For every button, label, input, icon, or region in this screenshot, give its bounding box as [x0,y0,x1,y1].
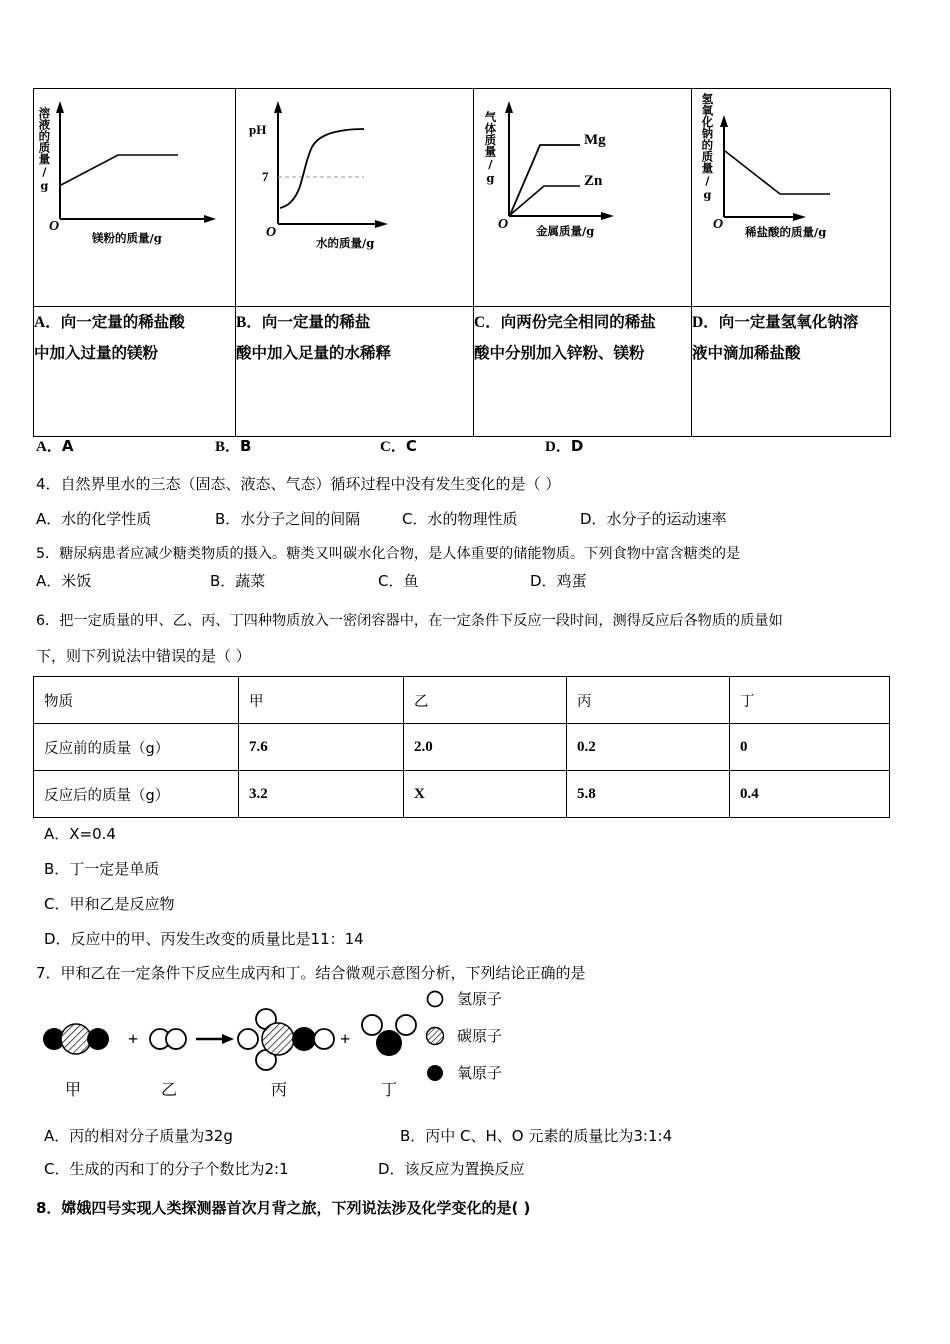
chart-desc-c-letter: C． [474,314,501,331]
row-label-before: 反应前的质量（g） [34,724,239,771]
q3-answer-d-letter: D． [545,439,571,455]
chart-descriptions-row [34,307,891,437]
chart-b-ytick-7: 7 [262,169,269,184]
q5-option-d[interactable]: D．鸡蛋 [530,572,587,590]
cell-before-jia: 7.6 [239,724,404,771]
table-row [34,771,890,818]
chart-desc-c [474,307,692,437]
chart-cell-b [236,89,474,307]
chart-desc-b-line1: 向一定量的稀盐 [261,313,371,331]
q4-stem: 4．自然界里水的三态（固态、液态、气态）循环过程中没有发生变化的是（ ） [36,475,561,493]
molecule-label-ding: 丁 [381,1080,398,1099]
filled-circle-icon [425,1063,445,1083]
chart-b [236,89,473,306]
q7-stem: 7．甲和乙在一定条件下反应生成丙和丁。结合微观示意图分析，下列结论正确的是 [36,964,586,982]
legend-label-carbon: 碳原子 [457,1027,503,1045]
chart-c-origin: O [498,217,509,232]
table-row [34,724,890,771]
table-header-row [34,677,890,724]
cell-after-ding: 0.4 [730,771,890,818]
chart-desc-b-letter: B． [236,314,262,331]
molecule-yi [150,1029,186,1049]
plus-sign-1: + [128,1029,139,1049]
chart-cell-c [474,89,692,307]
q7-option-d[interactable]: D．该反应为置换反应 [378,1160,525,1178]
q3-answer-b[interactable] [215,435,251,456]
q6-data-table [33,676,890,818]
chart-desc-d-line2: 液中滴加稀盐酸 [692,344,801,362]
chart-c-svg [474,89,692,307]
chart-a-xlabel: 镁粉的质量/g [92,231,162,245]
q3-answer-c-letter: C． [380,439,406,455]
chart-c-xlabel: 金属质量/g [536,224,595,238]
hollow-circle-icon [425,989,445,1009]
molecule-svg [38,1003,438,1075]
chart-c-ylabel: 气体质量/g [483,111,498,185]
q3-answer-a-letter: A． [36,439,62,455]
header-substance: 物质 [34,677,239,724]
q3-answer-b-value: B [240,437,252,455]
legend-item-oxygen [425,1062,502,1083]
header-ding: 丁 [730,677,890,724]
q7-option-c[interactable]: C．生成的丙和丁的分子个数比为2:1 [44,1160,289,1178]
legend-label-oxygen: 氧原子 [457,1064,503,1082]
q6-stem-line2: 下，则下列说法中错误的是（ ） [36,647,251,665]
chart-desc-c-line1: 向两份完全相同的稀盐 [500,313,656,331]
molecule-bing [238,1009,334,1070]
chart-a-origin: O [49,219,60,234]
q6-option-d[interactable]: D．反应中的甲、丙发生改变的质量比是11：14 [44,930,364,948]
legend-item-hydrogen [425,988,502,1009]
cell-before-ding: 0 [730,724,890,771]
molecule-label-bing: 丙 [271,1080,288,1099]
chart-desc-b [236,307,474,437]
chart-desc-b-line2: 酸中加入足量的水稀释 [236,344,392,362]
chart-desc-d-line1: 向一定量氢氧化钠溶 [718,313,859,331]
reaction-arrow-icon [196,1034,234,1044]
q3-answer-a-value: A [61,437,74,455]
chart-cell-a [34,89,236,307]
chart-desc-d-letter: D． [692,314,719,331]
q7-option-b[interactable]: B．丙中 C、H、O 元素的质量比为3:1:4 [400,1127,673,1145]
q3-answer-b-letter: B． [215,439,241,455]
q4-option-d[interactable]: D．水分子的运动速率 [580,510,727,528]
chart-d-svg [692,89,891,307]
hatched-circle-icon [425,1026,445,1046]
chart-c-series-mg: Mg [584,132,606,148]
q3-answer-d-value: D [570,437,584,455]
q4-option-a[interactable]: A．水的化学性质 [36,510,152,528]
row-label-after: 反应后的质量（g） [34,771,239,818]
chart-options-table [33,88,891,437]
chart-graphics-row [34,89,891,307]
q6-option-b[interactable]: B．丁一定是单质 [44,860,160,878]
chart-a-svg [34,89,236,307]
chart-b-origin: O [266,225,277,240]
chart-d-ylabel: 氢氧化钠的质量/g [700,93,715,202]
chart-c [474,89,691,306]
q3-answer-a[interactable] [36,435,73,456]
q7-option-a[interactable]: A．丙的相对分子质量为32g [44,1127,233,1145]
chart-a [34,89,235,306]
molecule-jia [43,1024,109,1054]
chart-b-ylabel: pH [249,122,267,137]
q8-stem: 8．嫦娥四号实现人类探测器首次月背之旅，下列说法涉及化学变化的是( ) [36,1199,531,1217]
q6-option-a[interactable]: A．X=0.4 [44,825,116,843]
chart-desc-a-line1: 向一定量的稀盐酸 [60,313,185,331]
chart-b-svg [236,89,474,307]
q6-stem-line1: 6．把一定质量的甲、乙、丙、丁四种物质放入一密闭容器中，在一定条件下反应一段时间，测得反应后各物质的质量如 [36,613,783,629]
chart-d-origin: O [713,217,724,232]
plus-sign-2: + [340,1029,351,1049]
cell-after-jia: 3.2 [239,771,404,818]
q6-option-c[interactable]: C．甲和乙是反应物 [44,895,175,913]
chart-cell-d [692,89,891,307]
legend-item-carbon [425,1025,502,1046]
q3-answer-c[interactable] [380,435,417,456]
chart-desc-c-line2: 酸中分别加入锌粉、镁粉 [474,344,645,362]
legend-label-hydrogen: 氢原子 [457,990,503,1008]
cell-before-bing: 0.2 [567,724,730,771]
chart-d [692,89,890,306]
q4-option-c[interactable]: C．水的物理性质 [402,510,518,528]
chart-desc-a [34,307,236,437]
chart-b-xlabel: 水的质量/g [316,236,375,250]
chart-d-xlabel: 稀盐酸的质量/g [745,225,827,239]
molecule-label-jia: 甲 [65,1080,82,1099]
q5-option-c[interactable]: C．鱼 [378,572,419,590]
q3-answer-c-value: C [405,437,417,455]
chart-c-series-zn: Zn [584,173,603,189]
cell-after-bing: 5.8 [567,771,730,818]
molecule-ding [362,1015,416,1056]
molecule-label-yi: 乙 [161,1080,178,1099]
q5-option-b[interactable]: B．蔬菜 [210,572,266,590]
cell-after-yi: X [404,771,567,818]
q3-answer-d[interactable] [545,435,583,456]
chart-desc-d [692,307,891,437]
header-bing: 丙 [567,677,730,724]
header-jia: 甲 [239,677,404,724]
chart-desc-a-letter: A． [34,314,61,331]
chart-desc-a-line2: 中加入过量的镁粉 [34,344,159,362]
chart-a-ylabel: 溶液的质量/g [37,107,52,193]
q4-option-b[interactable]: B．水分子之间的间隔 [215,510,361,528]
q5-option-a[interactable]: A．米饭 [36,572,92,590]
q5-stem: 5．糖尿病患者应减少糖类物质的摄入。糖类又叫碳水化合物，是人体重要的储能物质。下列食物中富含糖类的是 [36,546,741,562]
cell-before-yi: 2.0 [404,724,567,771]
header-yi: 乙 [404,677,567,724]
q7-legend [425,988,655,1098]
